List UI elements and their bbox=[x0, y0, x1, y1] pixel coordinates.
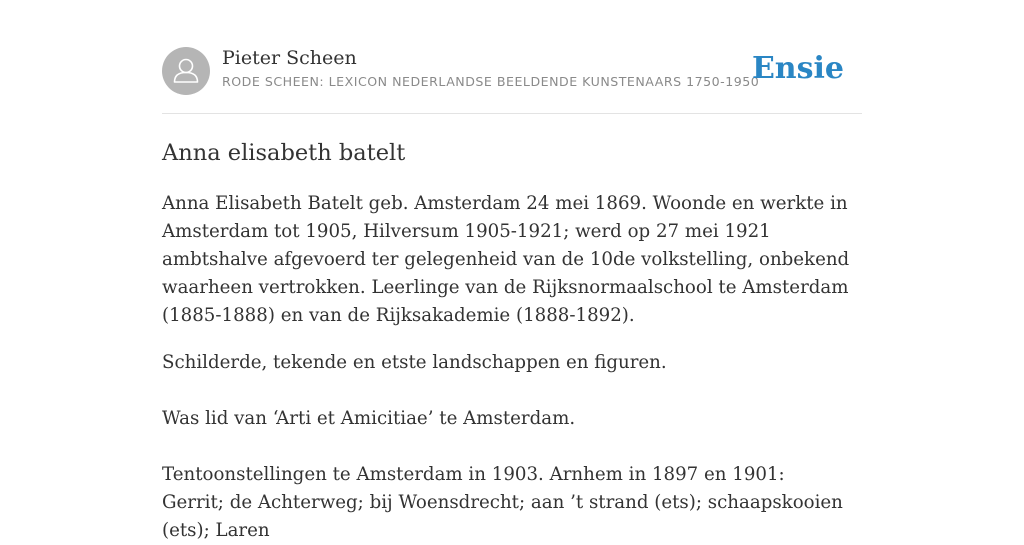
paragraph-exhibitions: Tentoonstellingen te Amsterdam in 1903. Arnhem in 1897 en 1901: Gerrit; de Achterweg; bij Woensdrecht; aan ’t strand (ets); schaapskooien (ets); Laren bbox=[162, 464, 843, 541]
paragraph-membership: Was lid van ‘Arti et Amicitiae’ te Amsterdam. bbox=[162, 408, 576, 429]
paragraph-biography: Anna Elisabeth Batelt geb. Amsterdam 24 mei 1869. Woonde en werkte in Amsterdam tot 1905, Hilversum 1905-1921; werd op 27 mei 1921 ambtshalve afgevoerd ter gelegenheid van de 10de volkstelling, onbekend waarheen vertrokken. Leerlinge van de Rijksnormaalschool te Amsterdam (1885-1888) en van de Rijksakademie (1888-1892). bbox=[162, 193, 850, 326]
author-name[interactable]: Pieter Scheen bbox=[222, 47, 357, 69]
source-publication[interactable]: RODE SCHEEN: LEXICON NEDERLANDSE BEELDENDE KUNSTENAARS 1750-1950 bbox=[222, 74, 760, 89]
article-body bbox=[162, 190, 852, 545]
header-divider bbox=[162, 113, 862, 114]
user-avatar-icon bbox=[162, 47, 210, 95]
author-avatar[interactable] bbox=[162, 47, 210, 95]
article-title: Anna elisabeth batelt bbox=[162, 140, 406, 166]
ensie-logo[interactable]: Ensie bbox=[751, 51, 844, 86]
article-header bbox=[162, 46, 862, 96]
paragraph-subjects: Schilderde, tekende en etste landschappen en figuren. bbox=[162, 352, 667, 373]
